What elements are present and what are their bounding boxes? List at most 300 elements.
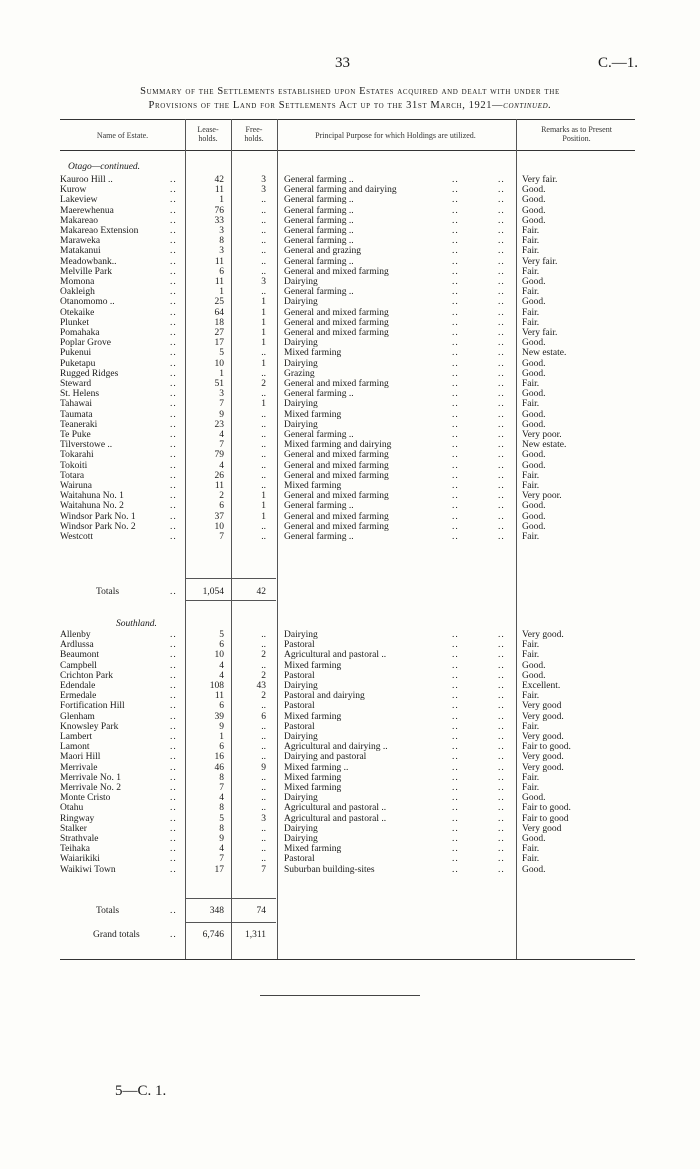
- leader-dots: ..: [452, 338, 459, 349]
- leader-dots: ..: [498, 762, 505, 773]
- leader-dots: ..: [170, 640, 177, 651]
- leader-dots: ..: [498, 501, 505, 512]
- table-row: [0, 359, 700, 369]
- leader-dots: ..: [498, 844, 505, 855]
- table-row: [0, 512, 700, 522]
- purpose-cell: Dairying: [284, 823, 318, 834]
- southland-totals-freeholds: 74: [256, 906, 266, 916]
- remarks-cell: Fair.: [522, 317, 540, 328]
- estate-name: Tilverstowe ..: [60, 440, 113, 451]
- leader-dots: ..: [452, 205, 459, 216]
- table-row: [0, 175, 700, 185]
- leader-dots: ..: [498, 481, 505, 491]
- freeholds-cell: 1: [261, 511, 266, 522]
- table-row: [0, 630, 700, 640]
- purpose-cell: General farming and dairying: [284, 185, 397, 196]
- leader-dots: ..: [498, 630, 505, 640]
- estate-name: Melville Park: [60, 266, 112, 277]
- freeholds-cell: 3: [261, 813, 266, 824]
- remarks-cell: Very poor.: [522, 430, 562, 440]
- table-row: [0, 216, 700, 226]
- purpose-cell: Mixed farming: [284, 660, 342, 671]
- leader-dots: ..: [452, 287, 459, 298]
- table-row: [0, 803, 700, 813]
- leader-dots: ..: [498, 328, 505, 338]
- leader-dots: ..: [452, 266, 459, 277]
- leader-dots: ..: [498, 772, 505, 783]
- leader-dots: ..: [452, 854, 459, 865]
- leader-dots: ..: [498, 358, 505, 369]
- leader-dots: ..: [498, 783, 505, 793]
- table-row: [0, 481, 700, 491]
- purpose-cell: Dairying: [284, 297, 318, 308]
- estate-name: Windsor Park No. 1: [60, 511, 136, 522]
- leader-dots: ..: [452, 348, 459, 359]
- purpose-cell: Mixed farming: [284, 409, 342, 420]
- leaseholds-cell: 4: [219, 460, 224, 471]
- freeholds-cell: 1: [261, 501, 266, 512]
- estate-name: Matakanui: [60, 246, 101, 257]
- leader-dots: ..: [170, 287, 177, 298]
- purpose-cell: General farming ..: [284, 215, 354, 226]
- leader-dots: ..: [498, 215, 505, 226]
- estate-name: Wairuna: [60, 481, 92, 491]
- remarks-cell: Very fair.: [522, 175, 558, 185]
- remarks-cell: Very poor.: [522, 491, 562, 502]
- freeholds-cell: ..: [261, 521, 266, 532]
- leaseholds-cell: 27: [214, 328, 224, 338]
- freeholds-cell: 6: [261, 711, 266, 722]
- leaseholds-cell: 8: [219, 803, 224, 814]
- table-row: [0, 834, 700, 844]
- leader-dots: ..: [498, 491, 505, 502]
- remarks-cell: Fair to good.: [522, 742, 571, 753]
- freeholds-cell: ..: [261, 226, 266, 236]
- leader-dots: ..: [170, 491, 177, 502]
- leader-dots: ..: [170, 266, 177, 277]
- remarks-cell: Good.: [522, 205, 546, 216]
- leader-dots: ..: [170, 348, 177, 359]
- estate-name: Tokarahi: [60, 450, 94, 461]
- purpose-cell: Dairying: [284, 681, 318, 691]
- remarks-cell: Fair.: [522, 399, 540, 410]
- remarks-cell: Good.: [522, 358, 546, 369]
- leader-dots: ..: [170, 236, 177, 247]
- section-heading-southland: Southland.: [116, 619, 157, 629]
- table-row: [0, 267, 700, 277]
- leader-dots: ..: [170, 844, 177, 855]
- document-reference: C.—1.: [598, 55, 639, 71]
- leaseholds-cell: 10: [214, 358, 224, 369]
- purpose-cell: Dairying: [284, 732, 318, 742]
- leader-dots: ..: [498, 440, 505, 451]
- purpose-cell: Pastoral: [284, 670, 315, 681]
- table-row: [0, 410, 700, 420]
- leaseholds-cell: 4: [219, 430, 224, 440]
- leader-dots: ..: [498, 732, 505, 742]
- remarks-cell: Fair.: [522, 266, 540, 277]
- estate-name: Meadowbank..: [60, 256, 117, 267]
- freeholds-cell: 1: [261, 491, 266, 502]
- freeholds-cell: ..: [261, 409, 266, 420]
- otago-totals-freeholds: 42: [256, 587, 266, 597]
- table-row: [0, 701, 700, 711]
- leaseholds-cell: 4: [219, 660, 224, 671]
- leader-dots: ..: [170, 317, 177, 328]
- table-row: [0, 522, 700, 532]
- leader-dots: ..: [498, 389, 505, 400]
- leader-dots: ..: [170, 630, 177, 640]
- estate-name: Pukenui: [60, 348, 92, 359]
- leader-dots: ..: [452, 670, 459, 681]
- table-row: [0, 661, 700, 671]
- freeholds-cell: 1: [261, 307, 266, 318]
- leaseholds-cell: 39: [214, 711, 224, 722]
- leader-dots: ..: [170, 185, 177, 196]
- leader-dots: ..: [170, 205, 177, 216]
- estate-name: Merrivale No. 2: [60, 783, 121, 793]
- leader-dots: ..: [498, 854, 505, 865]
- purpose-cell: Dairying: [284, 338, 318, 349]
- leaseholds-cell: 17: [214, 338, 224, 349]
- freeholds-cell: 43: [256, 681, 266, 691]
- table-row: [0, 195, 700, 205]
- freeholds-cell: 1: [261, 399, 266, 410]
- leader-dots: ..: [170, 772, 177, 783]
- freeholds-cell: 1: [261, 358, 266, 369]
- remarks-cell: Excellent.: [522, 681, 561, 691]
- leader-dots: ..: [452, 772, 459, 783]
- purpose-cell: Pastoral: [284, 640, 315, 651]
- remarks-cell: Good.: [522, 215, 546, 226]
- leader-dots: ..: [498, 277, 505, 287]
- leaseholds-cell: 33: [214, 215, 224, 226]
- estate-name: Makareao Extension: [60, 226, 139, 236]
- purpose-cell: Agricultural and pastoral ..: [284, 813, 387, 824]
- remarks-cell: Fair.: [522, 844, 540, 855]
- leaseholds-cell: 108: [209, 681, 224, 691]
- leaseholds-cell: 4: [219, 670, 224, 681]
- freeholds-cell: 1: [261, 297, 266, 308]
- freeholds-cell: ..: [261, 742, 266, 753]
- leader-dots: ..: [170, 521, 177, 532]
- remarks-cell: Fair.: [522, 246, 540, 257]
- leader-dots: ..: [170, 277, 177, 287]
- leaseholds-cell: 42: [214, 175, 224, 185]
- leader-dots: ..: [452, 681, 459, 691]
- remarks-cell: Fair.: [522, 783, 540, 793]
- remarks-cell: Good.: [522, 185, 546, 196]
- purpose-cell: Pastoral: [284, 701, 315, 712]
- leader-dots: ..: [498, 338, 505, 349]
- purpose-cell: Suburban building-sites: [284, 864, 375, 875]
- leader-dots: ..: [452, 328, 459, 338]
- leader-dots: ..: [452, 701, 459, 712]
- purpose-cell: General and mixed farming: [284, 317, 389, 328]
- purpose-cell: Pastoral and dairying: [284, 691, 365, 702]
- leaseholds-cell: 3: [219, 226, 224, 236]
- remarks-cell: Fair.: [522, 532, 540, 542]
- estate-name: Allenby: [60, 630, 91, 640]
- remarks-cell: Very good.: [522, 732, 564, 742]
- freeholds-cell: ..: [261, 481, 266, 491]
- freeholds-cell: ..: [261, 844, 266, 855]
- estate-name: Waitahuna No. 2: [60, 501, 124, 512]
- table-row: [0, 640, 700, 650]
- section-heading-otago: Otago—continued.: [68, 162, 141, 172]
- estate-name: Campbell: [60, 660, 97, 671]
- freeholds-cell: ..: [261, 854, 266, 865]
- header-top-rule: [60, 119, 635, 120]
- purpose-cell: General and mixed farming: [284, 521, 389, 532]
- leader-dots: ..: [498, 399, 505, 410]
- leader-dots: ..: [498, 409, 505, 420]
- otago-totals-dots: ..: [170, 587, 177, 597]
- estate-name: Lambert: [60, 732, 93, 742]
- footer-signature: 5—C. 1.: [115, 1083, 167, 1099]
- remarks-cell: Fair.: [522, 650, 540, 661]
- table-row: [0, 450, 700, 460]
- leader-dots: ..: [498, 470, 505, 481]
- leaseholds-cell: 5: [219, 348, 224, 359]
- remarks-cell: Fair.: [522, 470, 540, 481]
- leader-dots: ..: [498, 379, 505, 389]
- leaseholds-cell: 51: [214, 379, 224, 389]
- grand-totals-label: Grand totals: [93, 930, 140, 940]
- leaseholds-cell: 8: [219, 236, 224, 247]
- estate-name: Ermedale: [60, 691, 97, 702]
- leader-dots: ..: [498, 226, 505, 236]
- purpose-cell: Pastoral: [284, 854, 315, 865]
- leader-dots: ..: [170, 226, 177, 236]
- table-row: [0, 854, 700, 864]
- title-line-2: [0, 99, 700, 113]
- leader-dots: ..: [170, 813, 177, 824]
- table-row: [0, 752, 700, 762]
- remarks-cell: Fair.: [522, 721, 540, 732]
- leader-dots: ..: [498, 793, 505, 804]
- table-row: [0, 532, 700, 542]
- estate-name: Windsor Park No. 2: [60, 521, 136, 532]
- leader-dots: ..: [170, 511, 177, 522]
- freeholds-cell: ..: [261, 630, 266, 640]
- leader-dots: ..: [170, 175, 177, 185]
- leaseholds-cell: 5: [219, 813, 224, 824]
- leader-dots: ..: [498, 430, 505, 440]
- purpose-cell: General and mixed farming: [284, 511, 389, 522]
- remarks-cell: Good.: [522, 419, 546, 430]
- otago-totals-leaseholds: 1,054: [202, 587, 224, 597]
- leader-dots: ..: [498, 175, 505, 185]
- otago-totals-rule-top: [186, 578, 276, 579]
- leader-dots: ..: [452, 368, 459, 379]
- remarks-cell: Fair.: [522, 307, 540, 318]
- leader-dots: ..: [452, 277, 459, 287]
- leader-dots: ..: [170, 650, 177, 661]
- remarks-cell: Fair.: [522, 226, 540, 236]
- remarks-cell: Good.: [522, 864, 546, 875]
- estate-name: Waikiwi Town: [60, 864, 116, 875]
- table-row: [0, 491, 700, 501]
- leader-dots: ..: [170, 854, 177, 865]
- estate-name: Monte Cristo: [60, 793, 111, 804]
- estate-name: Glenham: [60, 711, 95, 722]
- leader-dots: ..: [498, 368, 505, 379]
- leaseholds-cell: 26: [214, 470, 224, 481]
- estate-name: Edendale: [60, 681, 96, 691]
- leader-dots: ..: [498, 266, 505, 277]
- leaseholds-cell: 11: [214, 185, 224, 196]
- leader-dots: ..: [452, 236, 459, 247]
- leader-dots: ..: [498, 297, 505, 308]
- leader-dots: ..: [170, 681, 177, 691]
- table-row: [0, 379, 700, 389]
- table-row: [0, 257, 700, 267]
- grand-totals-leaseholds: 6,746: [202, 930, 224, 940]
- leader-dots: ..: [452, 762, 459, 773]
- page-number: 33: [335, 55, 350, 71]
- table-row: [0, 783, 700, 793]
- leader-dots: ..: [170, 368, 177, 379]
- table-row: [0, 773, 700, 783]
- purpose-cell: Grazing: [284, 368, 315, 379]
- remarks-cell: Good.: [522, 297, 546, 308]
- estate-name: Steward: [60, 379, 92, 389]
- leader-dots: ..: [452, 481, 459, 491]
- leader-dots: ..: [498, 419, 505, 430]
- estate-name: Beaumont: [60, 650, 100, 661]
- freeholds-cell: ..: [261, 236, 266, 247]
- table-row: [0, 681, 700, 691]
- purpose-cell: Mixed farming: [284, 711, 342, 722]
- leader-dots: ..: [170, 399, 177, 410]
- remarks-cell: Very good: [522, 823, 562, 834]
- table-row: [0, 308, 700, 318]
- leaseholds-cell: 8: [219, 823, 224, 834]
- leader-dots: ..: [452, 813, 459, 824]
- estate-name: Otanomomo ..: [60, 297, 115, 308]
- purpose-cell: General farming ..: [284, 430, 354, 440]
- remarks-cell: Good.: [522, 195, 546, 206]
- leader-dots: ..: [498, 670, 505, 681]
- freeholds-cell: ..: [261, 368, 266, 379]
- title-line-1: Summary of the Settlements established upon Estates acquired and dealt with under the: [140, 86, 560, 97]
- title-line-2-text: Provisions of the Land for Settlements Act up to the 31st March, 1921—: [148, 99, 504, 111]
- leaseholds-cell: 6: [219, 640, 224, 651]
- southland-totals-rule-bottom: [186, 922, 276, 923]
- leader-dots: ..: [452, 732, 459, 742]
- freeholds-cell: ..: [261, 460, 266, 471]
- leader-dots: ..: [452, 521, 459, 532]
- leader-dots: ..: [170, 195, 177, 206]
- freeholds-cell: ..: [261, 532, 266, 542]
- freeholds-cell: 9: [261, 762, 266, 773]
- leader-dots: ..: [498, 721, 505, 732]
- purpose-cell: General and mixed farming: [284, 328, 389, 338]
- leader-dots: ..: [498, 640, 505, 651]
- leader-dots: ..: [170, 307, 177, 318]
- remarks-cell: Fair.: [522, 854, 540, 865]
- table-row: [0, 277, 700, 287]
- leaseholds-cell: 23: [214, 419, 224, 430]
- purpose-cell: General farming ..: [284, 501, 354, 512]
- leader-dots: ..: [498, 532, 505, 542]
- leaseholds-cell: 37: [214, 511, 224, 522]
- leaseholds-cell: 11: [214, 256, 224, 267]
- leader-dots: ..: [452, 175, 459, 185]
- leader-dots: ..: [498, 511, 505, 522]
- table-row: [0, 287, 700, 297]
- table-row: [0, 420, 700, 430]
- estate-name: Rugged Ridges: [60, 368, 119, 379]
- leaseholds-cell: 10: [214, 650, 224, 661]
- remarks-cell: Fair.: [522, 640, 540, 651]
- purpose-cell: Dairying: [284, 419, 318, 430]
- leader-dots: ..: [170, 470, 177, 481]
- leaseholds-cell: 11: [214, 691, 224, 702]
- leaseholds-cell: 16: [214, 752, 224, 763]
- estate-name: Otahu: [60, 803, 84, 814]
- table-row: [0, 246, 700, 256]
- header-remarks: Remarks as to Present Position.: [541, 125, 612, 143]
- freeholds-cell: ..: [261, 803, 266, 814]
- table-row: [0, 742, 700, 752]
- leader-dots: ..: [498, 246, 505, 257]
- purpose-cell: Pastoral: [284, 721, 315, 732]
- table-row: [0, 226, 700, 236]
- leader-dots: ..: [170, 752, 177, 763]
- leader-dots: ..: [170, 670, 177, 681]
- freeholds-cell: ..: [261, 256, 266, 267]
- estate-name: Oakleigh: [60, 287, 95, 298]
- leader-dots: ..: [452, 711, 459, 722]
- leader-dots: ..: [498, 691, 505, 702]
- purpose-cell: General and mixed farming: [284, 307, 389, 318]
- leaseholds-cell: 11: [214, 481, 224, 491]
- remarks-cell: Very fair.: [522, 256, 558, 267]
- leader-dots: ..: [452, 379, 459, 389]
- estate-name: Waitahuna No. 1: [60, 491, 124, 502]
- leaseholds-cell: 76: [214, 205, 224, 216]
- leader-dots: ..: [498, 307, 505, 318]
- table-row: [0, 389, 700, 399]
- estate-name: Makareao: [60, 215, 98, 226]
- leader-dots: ..: [170, 501, 177, 512]
- leader-dots: ..: [498, 742, 505, 753]
- leaseholds-cell: 6: [219, 742, 224, 753]
- leader-dots: ..: [170, 389, 177, 400]
- remarks-cell: Good.: [522, 389, 546, 400]
- estate-name: Ardlussa: [60, 640, 94, 651]
- leaseholds-cell: 1: [219, 195, 224, 206]
- table-row: [0, 399, 700, 409]
- leader-dots: ..: [170, 246, 177, 257]
- table-row: [0, 650, 700, 660]
- purpose-cell: General farming ..: [284, 205, 354, 216]
- estate-name: Strathvale: [60, 834, 99, 844]
- leader-dots: ..: [170, 721, 177, 732]
- leader-dots: ..: [170, 379, 177, 389]
- leaseholds-cell: 79: [214, 450, 224, 461]
- estate-name: St. Helens: [60, 389, 100, 400]
- leader-dots: ..: [498, 813, 505, 824]
- leader-dots: ..: [452, 532, 459, 542]
- freeholds-cell: ..: [261, 660, 266, 671]
- otago-totals-rule-bottom: [186, 600, 276, 601]
- estate-name: Pomahaka: [60, 328, 100, 338]
- purpose-cell: Dairying: [284, 630, 318, 640]
- leader-dots: ..: [452, 185, 459, 196]
